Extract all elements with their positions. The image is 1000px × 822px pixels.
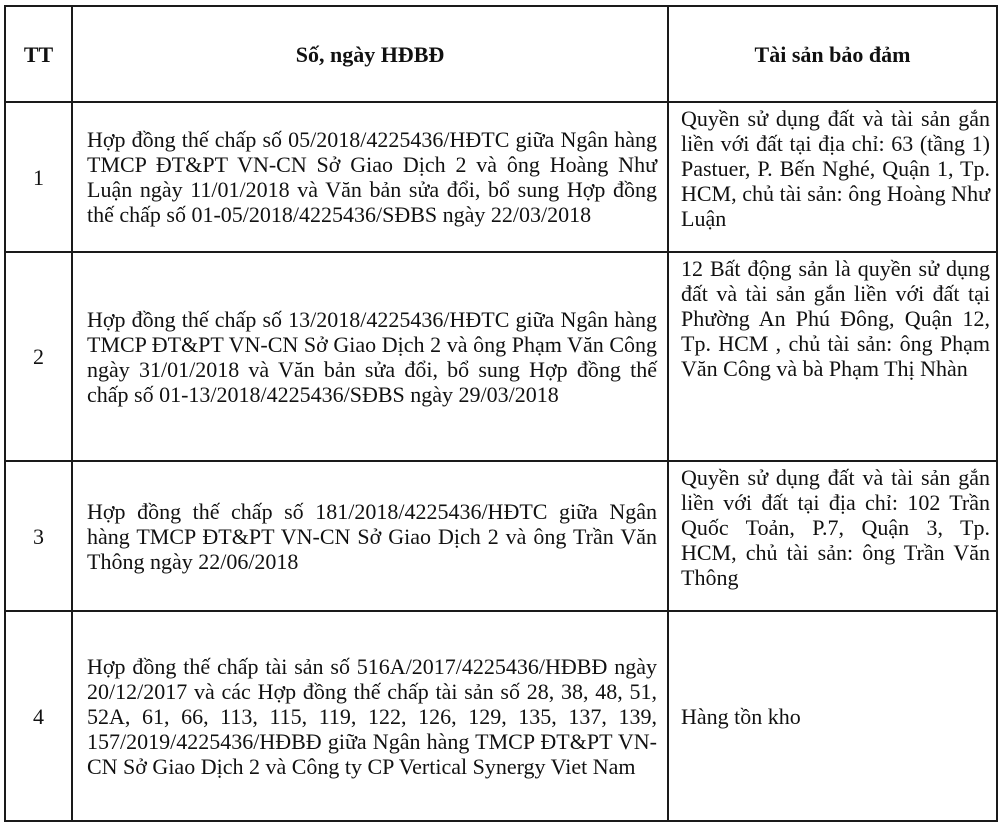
asset-cell [668,102,997,252]
asset-cell [668,252,997,461]
header-tt: TT [5,6,72,102]
asset-text: 12 Bất động sản là quyền sử dụng đất và tài sản gắn liền với đất tại Phường An Phú Đông, Quận 12, Tp. HCM , chủ tài sản: ông Phạm Văn Công và bà Phạm Thị Nhàn [681,256,990,381]
asset-text: Quyền sử dụng đất và tài sản gắn liền với đất tại địa chỉ: 63 (tầng 1) Pastuer, P. Bến Nghé, Quận 1, Tp. HCM, chủ tài sản: ông Hoàng Như Luận [681,106,990,231]
collateral-table [4,5,998,822]
table-row [5,461,997,611]
contract-text: Hợp đồng thế chấp số 05/2018/4225436/HĐTC giữa Ngân hàng TMCP ĐT&PT VN-CN Sở Giao Dịch 2 và ông Hoàng Như Luận ngày 11/01/2018 và Văn bản sửa đổi, bổ sung Hợp đồng thế chấp số 01-05/2018/4225436/SĐBS ngày 22/03/2018 [87,127,657,227]
contract-cell [72,611,668,821]
contract-text: Hợp đồng thế chấp số 13/2018/4225436/HĐTC giữa Ngân hàng TMCP ĐT&PT VN-CN Sở Giao Dịch 2 và ông Phạm Văn Công ngày 31/01/2018 và Văn bản sửa đổi, bổ sung Hợp đồng thế chấp số 01-13/2018/4225436/SĐBS ngày 29/03/2018 [87,306,657,407]
table-row [5,102,997,252]
contract-text: Hợp đồng thế chấp tài sản số 516A/2017/4225436/HĐBĐ ngày 20/12/2017 và các Hợp đồng thế chấp tài sản số 28, 38, 48, 51, 52A, 61, 66, 113, 115, 119, 122, 126, 129, 135, 137, 139, 157/2019/4225436/HĐBĐ giữa Ngân hàng TMCP ĐT&PT VN-CN Sở Giao Dịch 2 và Công ty CP Vertical Synergy Viet Nam [87,653,657,779]
row-number: 1 [5,102,72,252]
header-contract: Số, ngày HĐBĐ [72,6,668,102]
asset-cell [668,461,997,611]
contract-cell [72,461,668,611]
table-row [5,252,997,461]
header-row [5,6,997,102]
table-row [5,611,997,821]
asset-text: Hàng tồn kho [681,703,801,729]
contract-cell [72,252,668,461]
row-number: 4 [5,611,72,821]
asset-text: Quyền sử dụng đất và tài sản gắn liền với đất tại địa chỉ: 102 Trần Quốc Toản, P.7, Quận 3, Tp. HCM, chủ tài sản: ông Trần Văn Thông [681,465,990,590]
row-number: 3 [5,461,72,611]
contract-cell [72,102,668,252]
row-number: 2 [5,252,72,461]
asset-cell [668,611,997,821]
header-asset: Tài sản bảo đảm [668,6,997,102]
contract-text: Hợp đồng thế chấp số 181/2018/4225436/HĐTC giữa Ngân hàng TMCP ĐT&PT VN-CN Sở Giao Dịch 2 và ông Trần Văn Thông ngày 22/06/2018 [87,498,657,574]
